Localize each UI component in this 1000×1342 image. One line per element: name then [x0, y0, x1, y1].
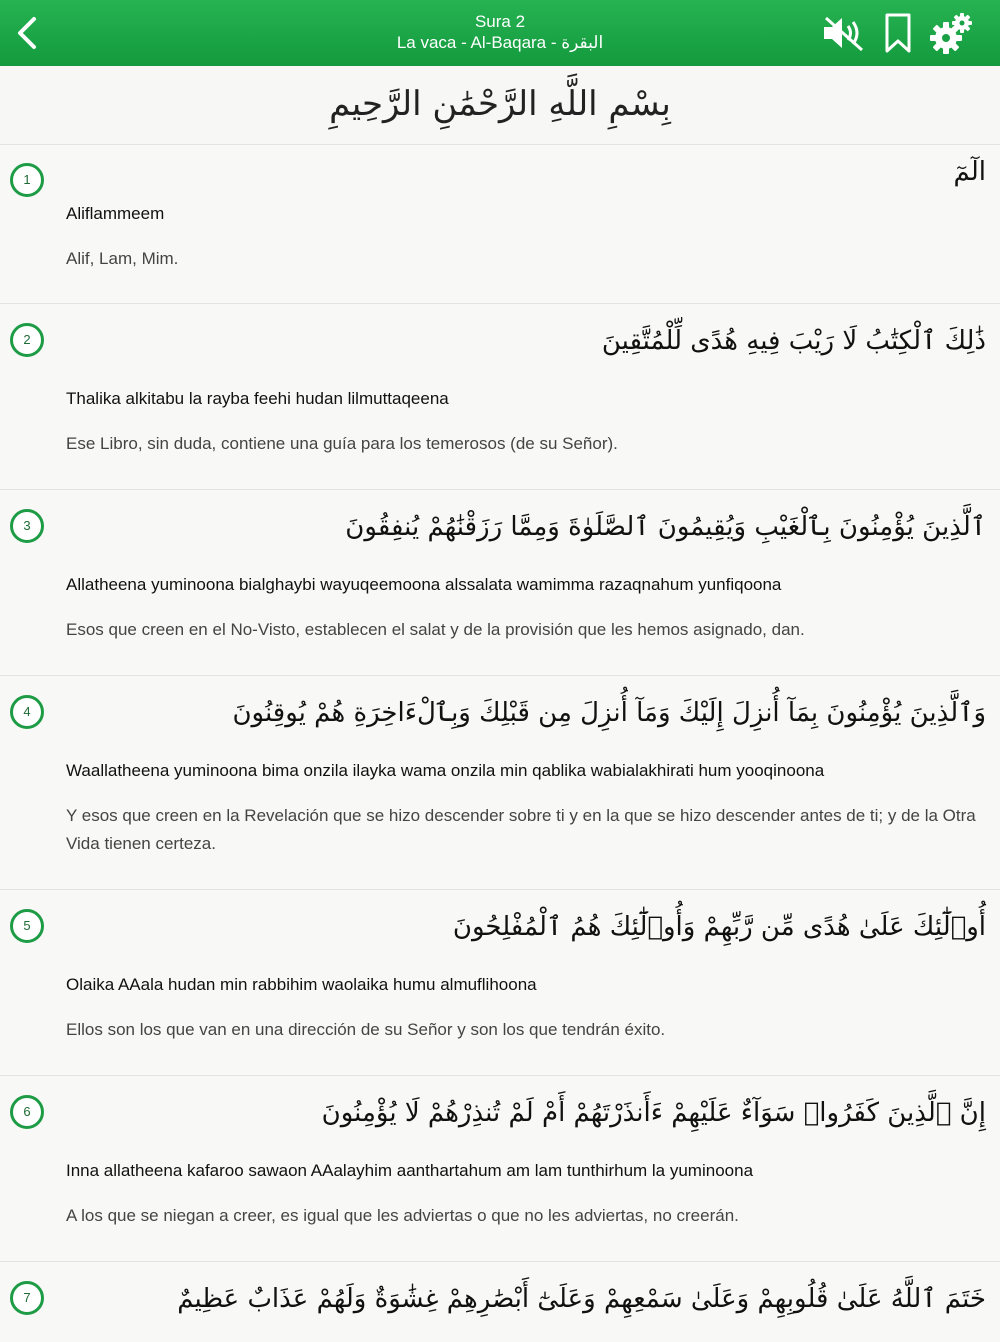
gear-icon: [930, 12, 974, 54]
header-titles: [250, 12, 750, 54]
verse-translation: Ellos son los que van en una dirección de su Señor y son los que tendrán éxito.: [66, 1020, 666, 1039]
bookmark-button[interactable]: [884, 12, 912, 58]
verse-number-badge: 6: [10, 1095, 44, 1129]
back-button[interactable]: [14, 16, 42, 50]
verse-translation: Ese Libro, sin duda, contiene una guía para los temerosos (de su Señor).: [66, 434, 618, 453]
verse-number-badge: 2: [10, 323, 44, 357]
verse-transliteration: Waallatheena yuminoona bima onzila ilayka wama onzila min qablika wabialakhirati hum yooqinoona: [66, 761, 825, 780]
verse-translation: A los que se niegan a creer, es igual que les adviertas o que no les adviertas, no creerán.: [66, 1206, 739, 1225]
speaker-muted-icon: [820, 14, 866, 52]
verse-transliteration: Aliflammeem: [66, 204, 165, 223]
verse-number-badge: 1: [10, 163, 44, 197]
sura-name-subtitle: La vaca - Al-Baqara - البقرة: [396, 33, 604, 52]
verse-row[interactable]: [0, 1261, 1000, 1342]
settings-button[interactable]: [930, 12, 974, 58]
verse-number-badge: 3: [10, 509, 44, 543]
verse-list[interactable]: [0, 144, 1000, 1342]
verse-arabic-text: الٓمٓ: [953, 157, 986, 187]
verse-row[interactable]: [0, 1075, 1000, 1261]
verse-row[interactable]: [0, 144, 1000, 303]
verse-transliteration: Allatheena yuminoona bialghaybi wayuqeemoona alssalata wamimma razaqnahum yunfiqoona: [66, 575, 782, 594]
verse-arabic-text: أُو۟لَٰٓئِكَ عَلَىٰ هُدًى مِّن رَّبِّهِمْ وَأُو۟لَٰٓئِكَ هُمُ ٱلْمُفْلِحُونَ: [452, 912, 986, 942]
bismillah-banner: [0, 66, 1000, 144]
sura-number-title: Sura 2: [474, 12, 526, 31]
bismillah-calligraphy: بِسْمِ اللَّهِ الرَّحْمَٰنِ الرَّحِيمِ: [329, 84, 671, 124]
verse-row[interactable]: [0, 675, 1000, 889]
verse-translation: Alif, Lam, Mim.: [66, 249, 179, 268]
verse-row[interactable]: [0, 303, 1000, 489]
verse-arabic-text: ٱلَّذِينَ يُؤْمِنُونَ بِٱلْغَيْبِ وَيُقِيمُونَ ٱلصَّلَوٰةَ وَمِمَّا رَزَقْنَٰهُمْ يُنفِقُونَ: [345, 512, 986, 542]
verse-arabic-text: خَتَمَ ٱللَّهُ عَلَىٰ قُلُوبِهِمْ وَعَلَىٰ سَمْعِهِمْ وَعَلَىٰٓ أَبْصَٰرِهِمْ غِشَٰوَةٌ وَلَهُمْ عَذَابٌ عَظِيمٌ: [177, 1284, 986, 1314]
verse-number-badge: 7: [10, 1281, 44, 1315]
verse-transliteration: Inna allatheena kafaroo sawaon AAalayhim aanthartahum am lam tunthirhum la yuminoona: [66, 1161, 754, 1180]
verse-arabic-text: إِنَّ ٱلَّذِينَ كَفَرُوا۟ سَوَآءٌ عَلَيْهِمْ ءَأَنذَرْتَهُمْ أَمْ لَمْ تُنذِرْهُمْ لَا يُؤْمِنُونَ: [321, 1098, 986, 1128]
nav-bar: [0, 0, 1000, 66]
mute-button[interactable]: [820, 14, 866, 56]
bookmark-icon: [884, 12, 912, 54]
verse-translation: Y esos que creen en la Revelación que se hizo descender sobre ti y en la que se hizo descender antes de ti; y de la Otra Vida tienen certeza.: [66, 806, 976, 853]
verse-arabic-text: ذَٰلِكَ ٱلْكِتَٰبُ لَا رَيْبَ فِيهِ هُدًى لِّلْمُتَّقِينَ: [601, 326, 986, 356]
verse-number-badge: 5: [10, 909, 44, 943]
verse-number-badge: 4: [10, 695, 44, 729]
verse-row[interactable]: [0, 889, 1000, 1075]
verse-row[interactable]: [0, 489, 1000, 675]
chevron-left-icon: [14, 16, 42, 50]
verse-translation: Esos que creen en el No-Visto, establecen el salat y de la provisión que les hemos asignado, dan.: [66, 620, 805, 639]
verse-transliteration: Thalika alkitabu la rayba feehi hudan lilmuttaqeena: [66, 389, 449, 408]
verse-arabic-text: وَٱلَّذِينَ يُؤْمِنُونَ بِمَآ أُنزِلَ إِلَيْكَ وَمَآ أُنزِلَ مِن قَبْلِكَ وَبِٱلْءَاخِرَةِ هُمْ يُوقِنُونَ: [232, 698, 986, 728]
verse-transliteration: Olaika AAala hudan min rabbihim waolaika humu almuflihoona: [66, 975, 537, 994]
